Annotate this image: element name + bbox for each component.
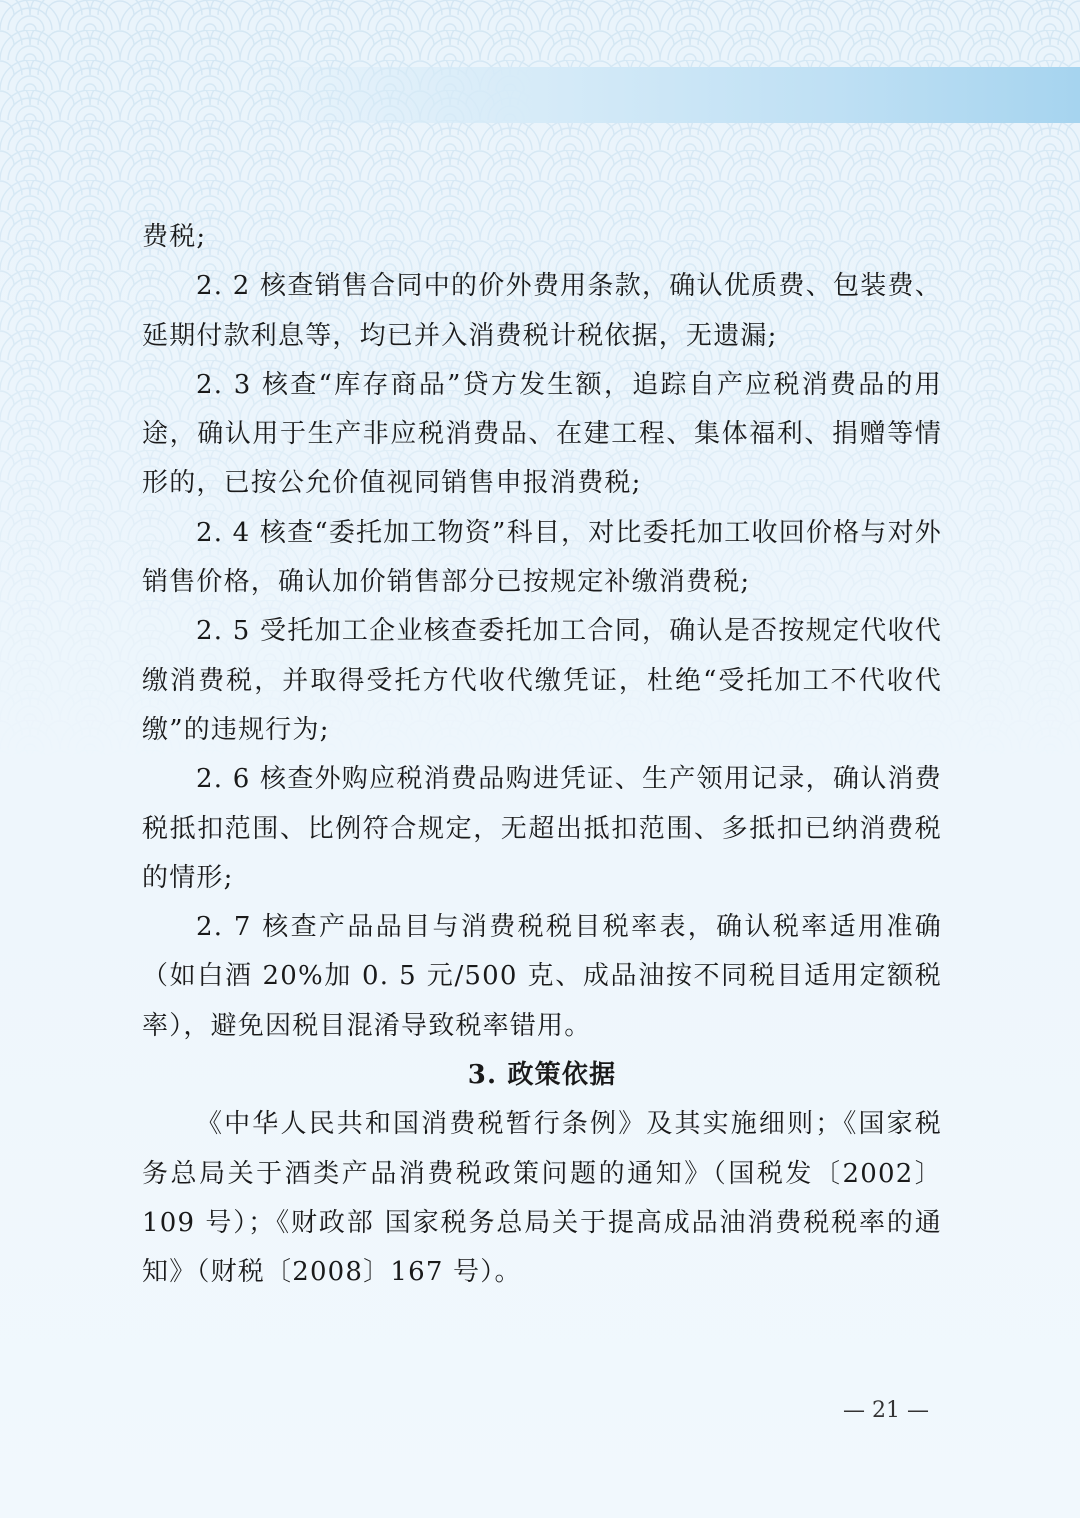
paragraph-2-6: 2. 6 核查外购应税消费品购进凭证、生产领用记录，确认消费税抵扣范围、比例符合规定，无超出抵扣范围、多抵扣已纳消费税的情形; (142, 764, 942, 893)
document-body (142, 213, 942, 1298)
paragraph-2-4: 2. 4 核查“委托加工物资”科目，对比委托加工收回价格与对外销售价格，确认加价销售部分已按规定补缴消费税; (142, 517, 942, 598)
header-decorative-band (250, 67, 1080, 123)
paragraph-2-7: 2. 7 核查产品品目与消费税税目税率表，确认税率适用准确（如白酒 20%加 0. 5 元/500 克、成品油按不同税目适用定额税率），避免因税目混淆导致税率错用。 (142, 912, 942, 1041)
paragraph-2-2: 2. 2 核查销售合同中的价外费用条款，确认优质费、包装费、延期付款利息等，均已并入消费税计税依据，无遗漏; (142, 271, 942, 351)
paragraph-2-5: 2. 5 受托加工企业核查委托加工合同，确认是否按规定代收代缴消费税，并取得受托方代收代缴凭证，杜绝“受托加工不代收代缴”的违规行为; (142, 616, 942, 745)
page-number: — 21 — (843, 1398, 929, 1423)
paragraph-continuation: 费税; (142, 222, 207, 252)
paragraph-2-3: 2. 3 核查“库存商品”贷方发生额，追踪自产应税消费品的用途，确认用于生产非应税消费品、在建工程、集体福利、捐赠等情形的，已按公允价值视同销售申报消费税; (142, 369, 942, 499)
section-heading-policy-basis: 3. 政策依据 (467, 1060, 617, 1091)
paragraph-policy-basis: 《中华人民共和国消费税暂行条例》及其实施细则；《国家税务总局关于酒类产品消费税政策问题的通知》（国税发〔2002〕109 号）；《财政部 国家税务总局关于提高成品油消费税税率的通知》（财税〔2008〕167 号）。 (142, 1109, 942, 1288)
